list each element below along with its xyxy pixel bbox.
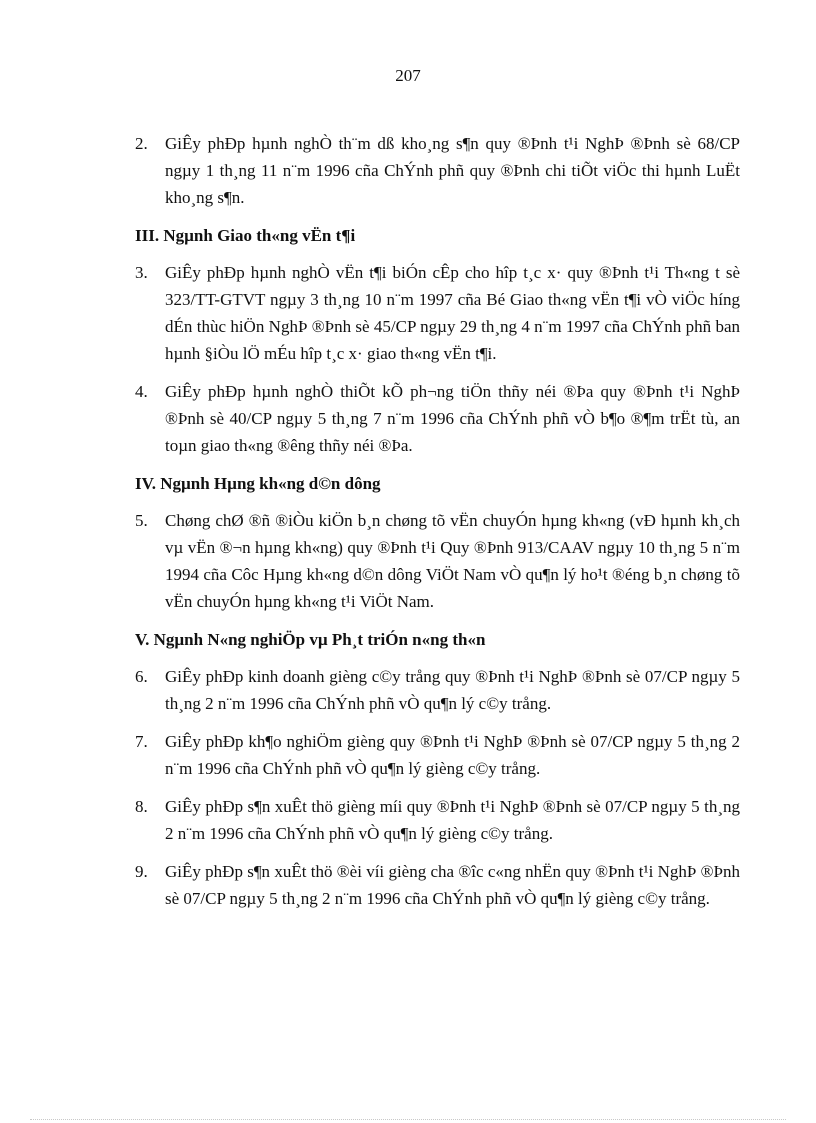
item-text: GiÊy phÐp hµnh nghÒ thiÕt kÕ ph¬ng tiÖn thñy néi ®Þa quy ®Þnh t¹i NghÞ ®Þnh sè 40/CP ngµy 5 th¸ng 7 n¨m 1996 cña ChÝnh phñ vÒ b¶o ®¶m trËt tù, an toµn giao th«ng ®êng thñy néi ®Þa. bbox=[165, 382, 740, 455]
item-text: GiÊy phÐp hµnh nghÒ th¨m dß kho¸ng s¶n quy ®Þnh t¹i NghÞ ®Þnh sè 68/CP ngµy 1 th¸ng 11 n¨m 1996 cña ChÝnh phñ quy ®Þnh chi tiÕt viÖc thi hµnh LuËt kho¸ng s¶n. bbox=[165, 134, 740, 207]
item-number: 7. bbox=[135, 732, 148, 751]
item-text: Chøng chØ ®ñ ®iÒu kiÖn b¸n chøng tõ vËn chuyÓn hµng kh«ng (vÐ hµnh kh¸ch vµ vËn ®¬n hµng kh«ng) quy ®Þnh t¹i Quy ®Þnh 913/CAAV ngµy 10 th¸ng 5 n¨m 1994 cña Côc Hµng kh«ng d©n dông ViÖt Nam vÒ qu¶n lý ho¹t ®éng b¸n chøng tõ vËn chuyÓn hµng kh«ng t¹i ViÖt Nam. bbox=[165, 511, 740, 611]
section-heading: III. Ngµnh Giao th«ng vËn t¶i bbox=[135, 226, 356, 245]
page-number: 207 bbox=[395, 66, 421, 85]
item-number: 8. bbox=[135, 797, 148, 816]
list-item bbox=[135, 663, 740, 717]
document-body bbox=[135, 130, 740, 923]
section-heading: IV. Ngµnh Hµng kh«ng d©n dông bbox=[135, 474, 381, 493]
item-text: GiÊy phÐp kinh doanh gièng c©y trång quy ®Þnh t¹i NghÞ ®Þnh sè 07/CP ngµy 5 th¸ng 2 n¨m 1996 cña ChÝnh phñ vÒ qu¶n lý c©y trång. bbox=[165, 667, 740, 713]
list-item bbox=[135, 793, 740, 847]
item-text: GiÊy phÐp hµnh nghÒ vËn t¶i biÓn cÊp cho hîp t¸c x· quy ®Þnh t¹i Th«ng t sè 323/TT-GTVT ngµy 3 th¸ng 10 n¨m 1997 cña Bé Giao th«ng vËn t¶i vÒ viÖc híng dÉn thùc hiÖn NghÞ ®Þnh sè 45/CP ngµy 29 th¸ng 4 n¨m 1997 cña ChÝnh phñ ban hµnh §iÒu lÖ mÉu hîp t¸c x· giao th«ng vËn t¶i. bbox=[165, 263, 740, 363]
item-text: GiÊy phÐp s¶n xuÊt thö ®èi víi gièng cha ®îc c«ng nhËn quy ®Þnh t¹i NghÞ ®Þnh sè 07/CP ngµy 5 th¸ng 2 n¨m 1996 cña ChÝnh phñ vÒ qu¶n lý gièng c©y trång. bbox=[165, 862, 740, 908]
list-item bbox=[135, 378, 740, 459]
item-number: 5. bbox=[135, 511, 148, 530]
list-item bbox=[135, 507, 740, 615]
item-text: GiÊy phÐp kh¶o nghiÖm gièng quy ®Þnh t¹i NghÞ ®Þnh sè 07/CP ngµy 5 th¸ng 2 n¨m 1996 cña ChÝnh phñ vÒ qu¶n lý gièng c©y trång. bbox=[165, 732, 740, 778]
item-number: 4. bbox=[135, 382, 148, 401]
list-item bbox=[135, 259, 740, 367]
item-number: 9. bbox=[135, 862, 148, 881]
footer-divider bbox=[30, 1119, 786, 1120]
list-item bbox=[135, 130, 740, 211]
list-item bbox=[135, 728, 740, 782]
list-item bbox=[135, 858, 740, 912]
item-text: GiÊy phÐp s¶n xuÊt thö gièng míi quy ®Þnh t¹i NghÞ ®Þnh sè 07/CP ngµy 5 th¸ng 2 n¨m 1996 cña ChÝnh phñ vÒ qu¶n lý gièng c©y trång. bbox=[165, 797, 740, 843]
item-number: 2. bbox=[135, 134, 148, 153]
item-number: 3. bbox=[135, 263, 148, 282]
section-heading: V. Ngµnh N«ng nghiÖp vµ Ph¸t triÓn n«ng th«n bbox=[135, 630, 486, 649]
item-number: 6. bbox=[135, 667, 148, 686]
